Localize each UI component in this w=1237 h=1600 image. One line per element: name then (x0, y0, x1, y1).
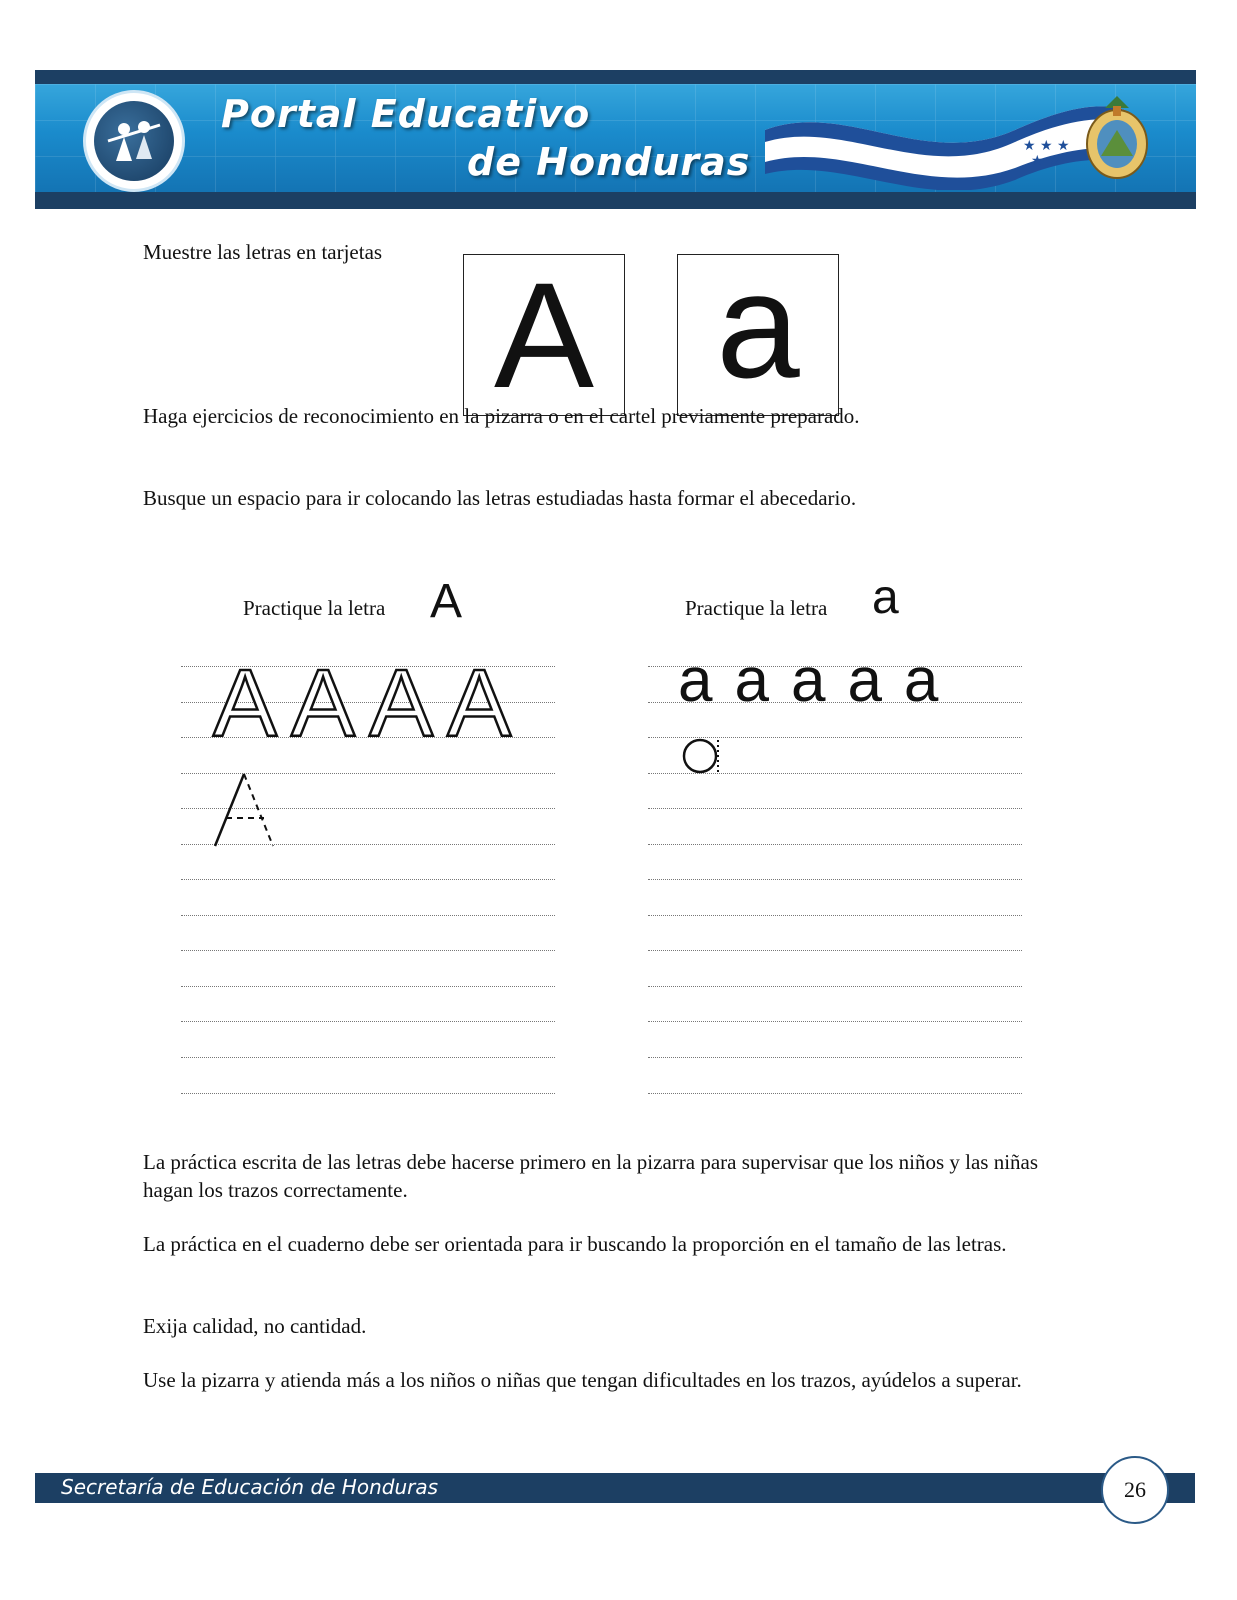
header-banner (35, 70, 1196, 209)
letter-card-uppercase (463, 251, 625, 419)
letter-card-lowercase (677, 241, 839, 416)
coat-of-arms-icon (1075, 88, 1159, 188)
card-letter-upper: A (493, 251, 595, 419)
logo-emblem-icon (94, 101, 174, 181)
paragraph-board-support: Use la pizarra y atienda más a los niños o niñas que tengan dificultades en los trazos, ayúdelos a superar. (143, 1368, 1022, 1392)
intro-text: Muestre las letras en tarjetas (143, 240, 383, 264)
trace-row-lowercase: aaaaa (678, 646, 961, 715)
alphabet-text: Busque un espacio para ir colocando las letras estudiadas hasta formar el abecedario. (143, 486, 857, 510)
banner-inner (35, 84, 1196, 192)
government-logo (83, 90, 185, 192)
svg-text:★ ★: ★ ★ (1031, 153, 1061, 169)
practice-lower-letter: a (872, 571, 899, 624)
footer-bar (35, 1473, 1195, 1503)
paragraph-notebook-practice: La práctica en el cuaderno debe ser orientada para ir buscando la proporción en el tamaño de las letras. (143, 1232, 1007, 1256)
practice-upper-label: Practique la letra (243, 596, 386, 620)
paragraph-board-practice: La práctica escrita de las letras debe hacerse primero en la pizarra para supervisar que los niños y las niñas hagan los trazos correctamente. (143, 1150, 1039, 1202)
practice-lower-label: Practique la letra (685, 596, 828, 620)
practice-upper-letter: A (430, 575, 463, 628)
svg-text:★ ★ ★: ★ ★ ★ (1023, 138, 1070, 154)
trace-row-uppercase: AAAA (213, 650, 526, 757)
card-letter-lower: a (716, 241, 800, 409)
recognition-text: Haga ejercicios de reconocimiento en la pizarra o en el cartel previamente preparado. (143, 404, 860, 428)
page-number-text: 26 (1124, 1477, 1146, 1502)
footer-text: Secretaría de Educación de Honduras (61, 1475, 439, 1499)
paragraph-quality: Exija calidad, no cantidad. (143, 1314, 367, 1338)
stroke-guide-upper-icon (210, 770, 280, 850)
practice-lines-lower (648, 666, 1022, 1096)
banner-title-line1: Portal Educativo (221, 92, 591, 136)
stroke-guide-lower-icon (678, 734, 728, 780)
banner-title-line2: de Honduras (467, 140, 751, 184)
page-number (1101, 1456, 1169, 1524)
